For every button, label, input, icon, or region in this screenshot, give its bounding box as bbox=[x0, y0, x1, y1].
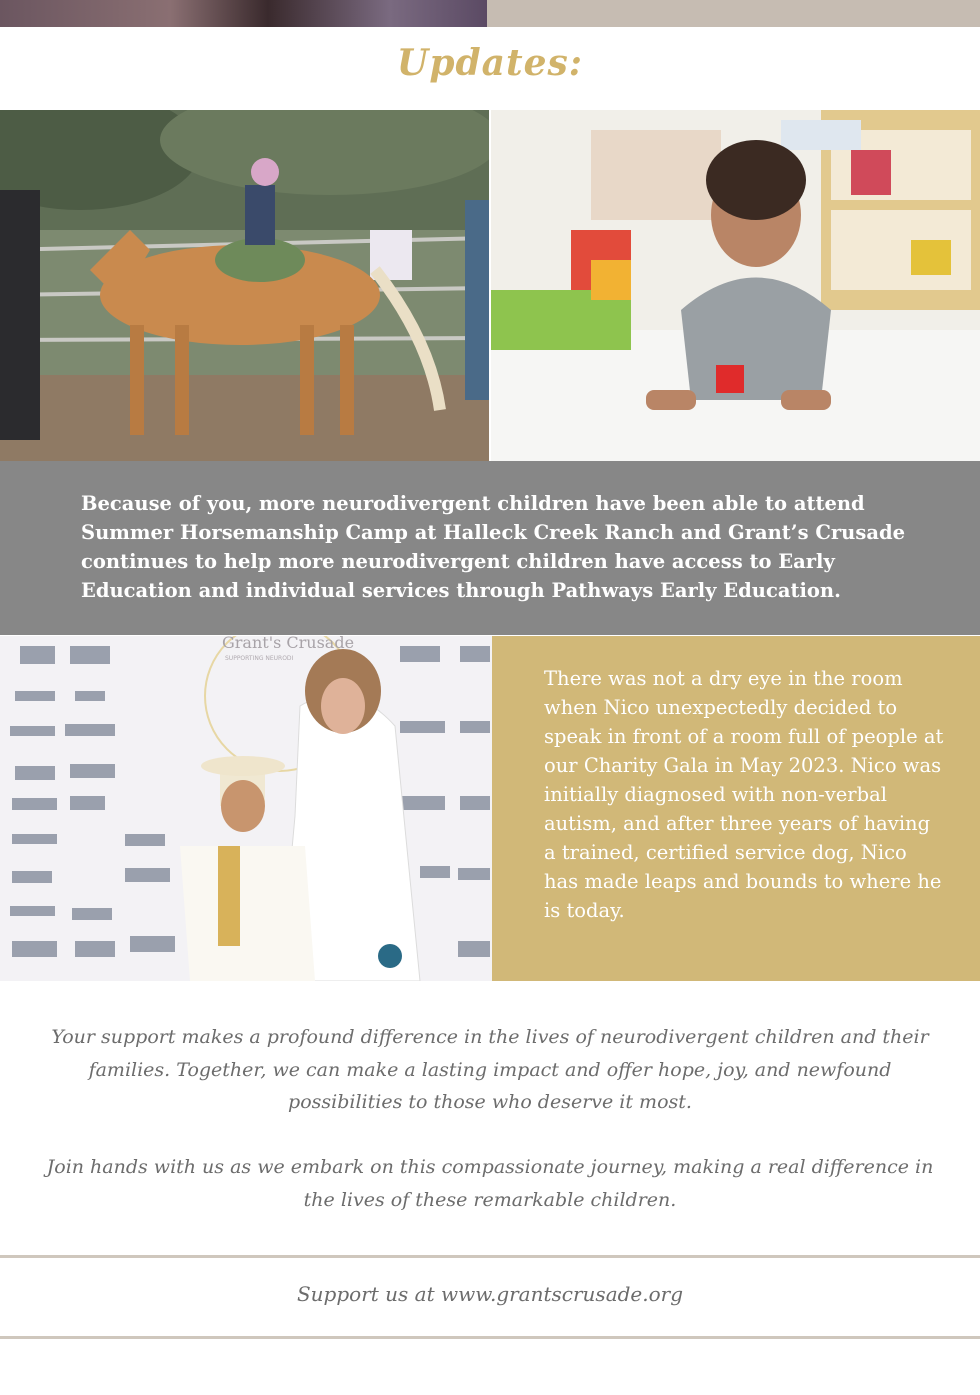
top-photo-strip bbox=[0, 0, 980, 27]
horse-riding-image bbox=[0, 110, 489, 461]
story-paragraph: There was not a dry eye in the room when Nico unexpectedly decided to speak in front of a room full of people at our Charity Gala in May 2023. Nico was initially diagnosed with non-verbal autism, and after three years of having a trained, certified service dog, Nico has made leaps and bounds to where he is today. bbox=[544, 667, 944, 922]
gala-backdrop-title: Grant's Crusade bbox=[222, 636, 355, 652]
top-beige-bar bbox=[487, 0, 980, 27]
top-photo-fragment bbox=[0, 0, 487, 27]
horse-riding-photo bbox=[0, 110, 489, 461]
crawling-baby-photo bbox=[491, 110, 980, 461]
intro-paragraph: Because of you, more neurodivergent children have been able to attend Summer Horsemanship Camp at Halleck Creek Ranch and Grant’s Crusade continues to help more neurodivergent children have access to Early Education and individual services through Pathways Early Education. bbox=[81, 492, 905, 602]
gala-photo bbox=[0, 636, 492, 981]
gala-image bbox=[0, 636, 492, 981]
closing-paragraph-2: Join hands with us as we embark on this compassionate journey, making a real difference in the lives of these remarkable children. bbox=[46, 1156, 934, 1211]
footer-rule-bottom bbox=[0, 1336, 980, 1339]
page-title: Updates: bbox=[396, 42, 584, 84]
crawling-baby-image bbox=[491, 110, 980, 461]
footer-support-link[interactable]: Support us at www.grantscrusade.org bbox=[296, 1282, 684, 1306]
gala-backdrop-subtitle: SUPPORTING NEURODI bbox=[225, 655, 294, 662]
closing-paragraph-1: Your support makes a profound difference in the lives of neurodivergent children and their families. Together, we can make a lasting impact and offer hope, joy, and newfound possibilities to those who deserve it most. bbox=[51, 1026, 929, 1113]
footer-rule-top bbox=[0, 1255, 980, 1258]
